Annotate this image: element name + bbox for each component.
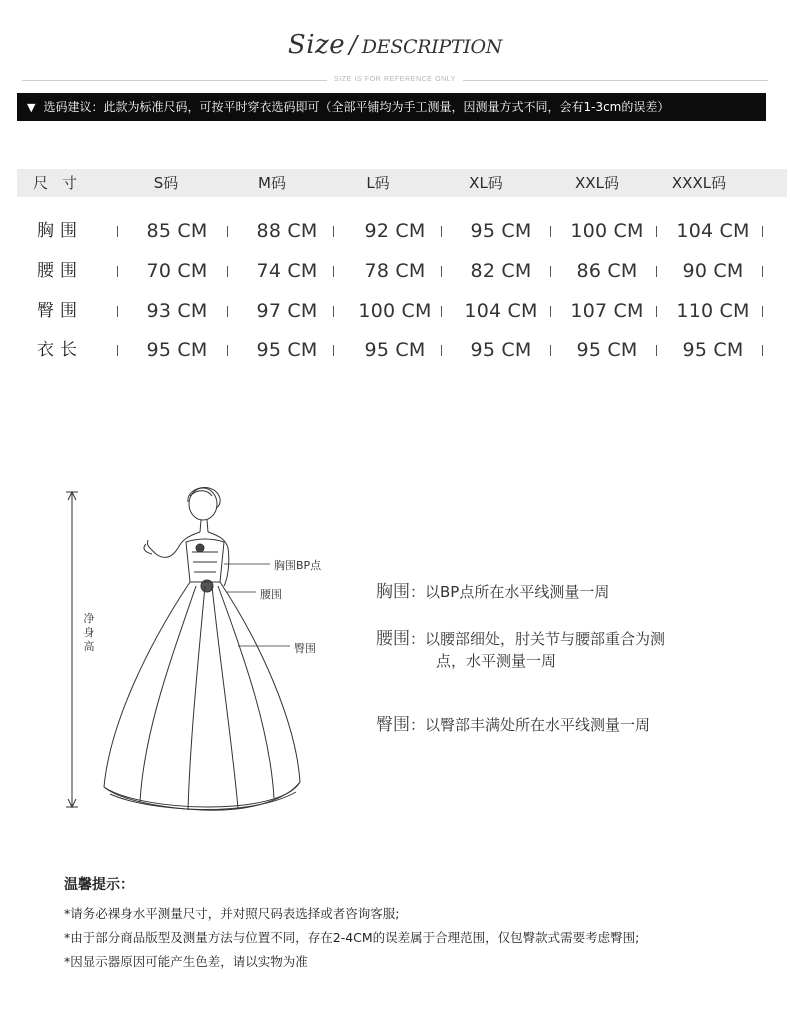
cell-divider (227, 226, 228, 237)
waist-measure-desc-cont: 点，水平测量一周 (436, 652, 557, 670)
hip-measure-desc: 以臀部丰满处所在水平线测量一周 (425, 716, 651, 734)
row-label: 衣长 (37, 340, 83, 360)
cell-divider (550, 345, 551, 356)
cell-divider (227, 306, 228, 317)
triangle-down-icon: ▼ (27, 101, 36, 114)
cell-divider (117, 345, 118, 356)
cell-divider (117, 306, 118, 317)
title-caption-row (22, 76, 768, 86)
size-header-xxxl: XXXL码 (671, 174, 727, 192)
table-cell: 95 CM (470, 339, 532, 361)
cell-divider (117, 266, 118, 277)
waist-measure-key: 腰围 (376, 629, 410, 649)
header-label: 尺寸 (32, 174, 91, 192)
table-cell: 100 CM (570, 220, 644, 242)
cell-divider (762, 345, 763, 356)
size-header-l: L码 (366, 174, 390, 192)
hip-point-label: 臀围 (294, 642, 316, 655)
cell-divider (117, 226, 118, 237)
hip-measure-key: 臀围 (376, 715, 410, 735)
tips-section (64, 874, 764, 974)
table-cell: 95 CM (364, 339, 426, 361)
cell-divider (333, 345, 334, 356)
tip-line: *请务必裸身水平测量尺寸，并对照尺码表选择或者咨询客服; (64, 906, 400, 921)
table-row (17, 335, 787, 365)
tips-heading: 温馨提示： (64, 877, 134, 893)
table-cell: 95 CM (682, 339, 744, 361)
size-header-xl: XL码 (469, 174, 503, 192)
table-cell: 107 CM (570, 300, 644, 322)
table-cell: 70 CM (146, 260, 208, 282)
table-cell: 85 CM (146, 220, 208, 242)
waist-measure-desc: 以腰部细处，肘关节与腰部重合为测 (425, 630, 666, 648)
height-ruler (66, 492, 78, 807)
cell-divider (550, 266, 551, 277)
table-row (17, 216, 787, 246)
table-cell: 95 CM (470, 220, 532, 242)
cell-divider (762, 226, 763, 237)
table-cell: 90 CM (682, 260, 744, 282)
cell-divider (441, 266, 442, 277)
bust-measure-key: 胸围 (376, 582, 410, 602)
cell-divider (227, 266, 228, 277)
table-cell: 104 CM (676, 220, 750, 242)
table-cell: 104 CM (464, 300, 538, 322)
waist-point-label: 腰围 (260, 588, 282, 601)
table-cell: 82 CM (470, 260, 532, 282)
size-header-s: S码 (153, 174, 179, 192)
row-label: 胸围 (37, 221, 83, 241)
measurement-leaders (224, 564, 290, 646)
height-label: 净身高 (83, 612, 95, 653)
table-cell: 74 CM (256, 260, 318, 282)
cell-divider (441, 306, 442, 317)
title-separator: / (349, 31, 358, 59)
hip-measure-note: 臀围：以臀部丰满处所在水平线测量一周 (376, 715, 651, 735)
table-cell: 93 CM (146, 300, 208, 322)
cell-divider (550, 226, 551, 237)
title-caption: SIZE IS FOR REFERENCE ONLY (333, 76, 457, 83)
table-cell: 92 CM (364, 220, 426, 242)
row-label: 臀围 (37, 301, 83, 321)
table-cell: 86 CM (576, 260, 638, 282)
cell-divider (441, 226, 442, 237)
table-cell: 110 CM (676, 300, 750, 322)
table-cell: 95 CM (576, 339, 638, 361)
table-row (17, 296, 787, 326)
cell-divider (333, 226, 334, 237)
table-cell: 78 CM (364, 260, 426, 282)
tip-line: *由于部分商品版型及测量方法与位置不同，存在2-4CM的误差属于合理范围，仅包臀款式需要考虑臀围; (64, 930, 640, 945)
bust-measure-note: 胸围：以BP点所在水平线测量一周 (376, 582, 610, 602)
bust-measure-desc: 以BP点所在水平线测量一周 (425, 583, 610, 601)
size-table-header (17, 169, 787, 197)
title-sub: DESCRIPTION (361, 36, 503, 58)
cell-divider (227, 345, 228, 356)
cell-divider (333, 306, 334, 317)
table-cell: 97 CM (256, 300, 318, 322)
size-advice-bar (17, 93, 766, 121)
cell-divider (762, 306, 763, 317)
size-advice-text: 选码建议：此款为标准尺码，可按平时穿衣选码即可（全部平铺均为手工测量，因测量方式不同，会有1-3cm的误差） (43, 100, 670, 114)
cell-divider (762, 266, 763, 277)
cell-divider (441, 345, 442, 356)
size-header-m: M码 (258, 174, 286, 192)
ball-gown-illustration (60, 482, 360, 827)
bust-point-label: 胸围BP点 (274, 559, 322, 572)
page-title (0, 30, 790, 60)
cell-divider (550, 306, 551, 317)
table-row (17, 256, 787, 286)
title-main: Size (287, 30, 346, 60)
cell-divider (333, 266, 334, 277)
size-header-xxl: XXL码 (575, 174, 619, 192)
table-cell: 88 CM (256, 220, 318, 242)
table-cell: 95 CM (256, 339, 318, 361)
row-label: 腰围 (37, 261, 83, 281)
table-cell: 95 CM (146, 339, 208, 361)
tip-line: *因显示器原因可能产生色差，请以实物为准 (64, 954, 308, 969)
waist-measure-note: 腰围：以腰部细处，肘关节与腰部重合为测 点，水平测量一周 (376, 629, 666, 670)
table-cell: 100 CM (358, 300, 432, 322)
